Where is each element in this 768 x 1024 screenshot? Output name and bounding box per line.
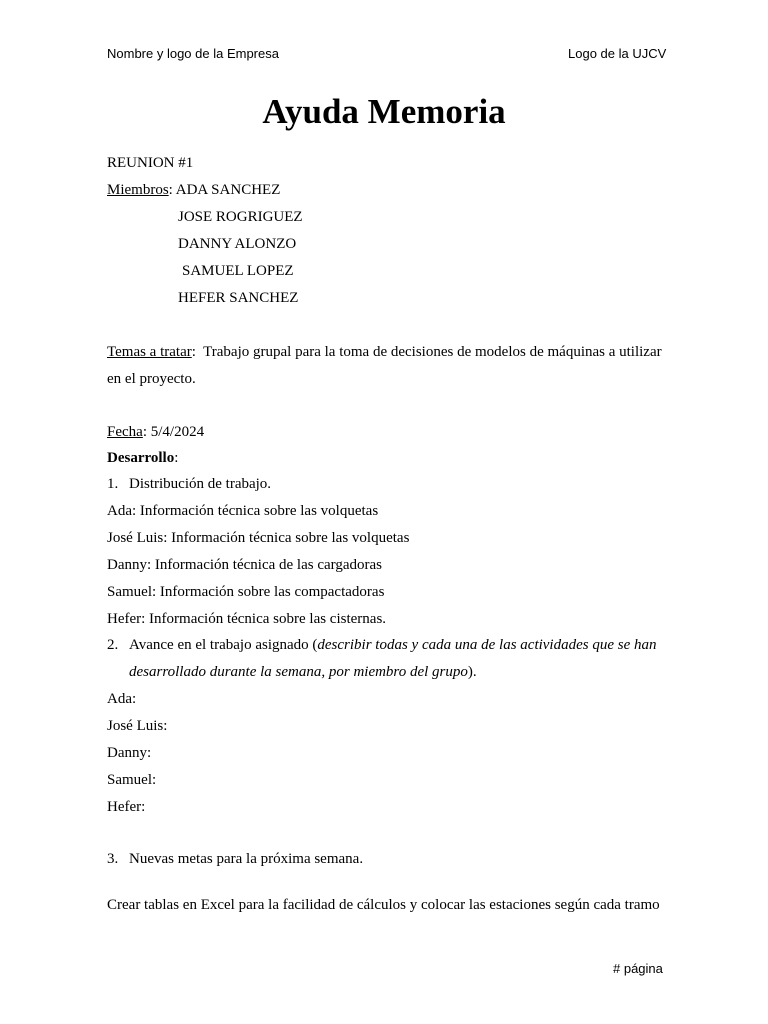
members-label: Miembros bbox=[107, 182, 169, 198]
header-ujcv-logo-text: Logo de la UJCV bbox=[568, 46, 667, 61]
list-item-2-continued bbox=[129, 664, 477, 681]
member-name: JOSE ROGRIGUEZ bbox=[178, 209, 303, 225]
progress-member: José Luis: bbox=[107, 718, 168, 734]
development-colon: : bbox=[174, 450, 179, 466]
members-row bbox=[107, 182, 280, 199]
members-colon: : bbox=[168, 182, 176, 198]
goal-text: Crear tablas en Excel para la facilidad de cálculos y colocar las estaciones según cada tramo bbox=[107, 897, 660, 913]
progress-member: Samuel: bbox=[107, 772, 157, 788]
development-label: Desarrollo bbox=[107, 450, 175, 466]
list-item-text: Distribución de trabajo. bbox=[129, 476, 272, 492]
member-name: HEFER SANCHEZ bbox=[178, 290, 299, 306]
development-heading bbox=[107, 450, 178, 467]
page-number: # página bbox=[613, 961, 663, 976]
assignment-line: Hefer: Información técnica sobre las cisternas. bbox=[107, 611, 387, 627]
assignment-line: Samuel: Información sobre las compactadoras bbox=[107, 584, 385, 600]
list-item-italic-text: desarrollado durante la semana, por miembro del grupo bbox=[129, 664, 468, 680]
topics-text: Trabajo grupal para la toma de decisiones de modelos de máquinas a utilizar bbox=[203, 344, 662, 360]
list-item-closing: ). bbox=[467, 664, 477, 680]
member-name: ADA SANCHEZ bbox=[175, 182, 281, 198]
list-number: 2. bbox=[107, 637, 119, 653]
list-number: 3. bbox=[107, 851, 119, 867]
list-item-3 bbox=[107, 851, 363, 868]
page-title: Ayuda Memoria bbox=[262, 92, 506, 131]
member-name: SAMUEL LOPEZ bbox=[182, 263, 294, 279]
progress-member: Danny: bbox=[107, 745, 152, 761]
assignment-line: Ada: Información técnica sobre las volquetas bbox=[107, 503, 379, 519]
topics-row bbox=[107, 344, 662, 361]
progress-member: Ada: bbox=[107, 691, 137, 707]
topics-label: Temas a tratar bbox=[107, 344, 192, 360]
topics-text-continued: en el proyecto. bbox=[107, 371, 196, 387]
member-name: DANNY ALONZO bbox=[178, 236, 297, 252]
progress-member: Hefer: bbox=[107, 799, 146, 815]
list-item-italic-text: describir todas y cada una de las actividades que se han bbox=[317, 637, 657, 653]
date-colon: : bbox=[142, 424, 151, 440]
list-item-2 bbox=[107, 637, 657, 654]
meeting-number: REUNION #1 bbox=[107, 155, 194, 171]
list-item-text: Nuevas metas para la próxima semana. bbox=[129, 851, 364, 867]
list-item-1 bbox=[107, 476, 271, 493]
date-row bbox=[107, 424, 204, 441]
header-company-logo-text: Nombre y logo de la Empresa bbox=[107, 46, 279, 61]
topics-colon: : bbox=[191, 344, 204, 360]
assignment-line: José Luis: Información técnica sobre las volquetas bbox=[107, 530, 410, 546]
date-label: Fecha bbox=[107, 424, 143, 440]
list-number: 1. bbox=[107, 476, 119, 492]
date-value: 5/4/2024 bbox=[150, 424, 205, 440]
list-item-text: Avance en el trabajo asignado ( bbox=[129, 637, 318, 653]
assignment-line: Danny: Información técnica de las cargadoras bbox=[107, 557, 383, 573]
